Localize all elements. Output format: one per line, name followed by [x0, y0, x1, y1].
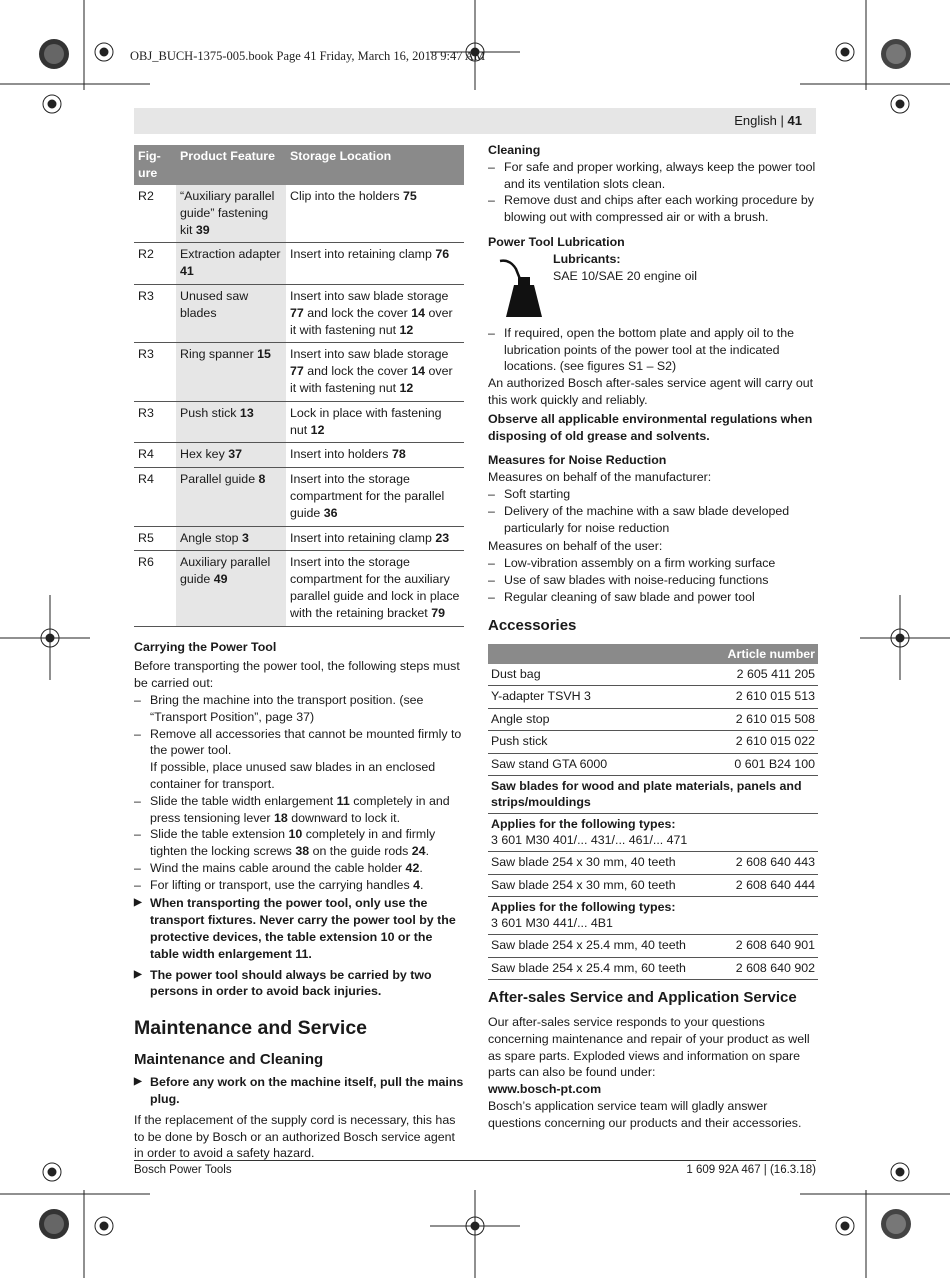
- cell-feature: Angle stop 3: [176, 526, 286, 551]
- article-number-header: Article number: [488, 644, 818, 664]
- service-text: Our after-sales service responds to your questions concerning maintenance and repair of your product as well as spare parts. Exploded views and information on spare parts can also be found under:: [488, 1015, 810, 1080]
- accessories-table-body: [488, 664, 818, 980]
- list-item: – Remove all accessories that cannot be mounted firmly to the power tool. If possible, place unused saw blades in an enclosed container for transport.: [134, 726, 462, 791]
- list-item: – For lifting or transport, use the carrying handles 4.: [134, 877, 424, 892]
- saw-blades-heading: Saw blades for wood and plate materials, panels and strips/mouldings: [488, 776, 818, 814]
- warning-mains-plug: ▶ Before any work on the machine itself, pull the mains plug.: [134, 1075, 464, 1107]
- lubricant-block: [488, 251, 818, 325]
- cleaning-title: Cleaning: [488, 143, 541, 157]
- noise-title: Measures for Noise Reduction: [488, 453, 667, 468]
- cell-location: Clip into the holders 75: [286, 185, 464, 243]
- table-row: [134, 468, 464, 526]
- maintenance-section: [134, 1016, 464, 1162]
- cell-location: Insert into retaining clamp 23: [286, 526, 464, 551]
- table-row: [488, 957, 818, 980]
- cell-location: Insert into the storage compartment for the parallel guide 36: [286, 468, 464, 526]
- carrying-intro: Before transporting the power tool, the following steps must be carried out:: [134, 659, 460, 691]
- cell-figure: R3: [134, 401, 176, 443]
- article-name: Dust bag: [488, 664, 704, 686]
- carrying-section: [134, 639, 464, 1001]
- triangle-bullet-icon: ▶: [134, 1076, 142, 1088]
- cell-feature: Parallel guide 8: [176, 468, 286, 526]
- cell-location: Insert into retaining clamp 76: [286, 243, 464, 285]
- triangle-bullet-icon: ▶: [134, 897, 142, 909]
- print-slug-line: OBJ_BUCH-1375-005.book Page 41 Friday, March 16, 2018 9:47 AM: [130, 49, 486, 63]
- cell-figure: R3: [134, 343, 176, 401]
- lubricants-value: SAE 10/SAE 20 engine oil: [553, 268, 697, 283]
- cell-location: Lock in place with fastening nut 12: [286, 401, 464, 443]
- list-item: – Slide the table width enlargement 11 completely in and press tensioning lever 18 downward to lock it.: [134, 793, 450, 825]
- cell-feature: Auxiliary parallel guide 49: [176, 551, 286, 626]
- list-item: – Use of saw blades with noise-reducing functions: [488, 572, 769, 587]
- table-row: [488, 731, 818, 754]
- article-number: 0 601 B24 100: [704, 753, 818, 776]
- table-row: [488, 852, 818, 875]
- application-service-text: Bosch’s application service team will gladly answer questions concerning our products and their accessories.: [488, 1099, 802, 1130]
- noise-manufacturer-intro: Measures on behalf of the manufacturer:: [488, 470, 712, 485]
- cell-feature: Hex key 37: [176, 443, 286, 468]
- noise-user-intro: Measures on behalf of the user:: [488, 539, 663, 554]
- right-column: [488, 142, 818, 1132]
- environment-note: Observe all applicable environmental regulations when disposing of old grease and solvents.: [488, 411, 813, 443]
- lubrication-title: Power Tool Lubrication: [488, 234, 625, 249]
- storage-table-body: [134, 185, 464, 626]
- triangle-bullet-icon: ▶: [134, 968, 142, 980]
- cell-figure: R3: [134, 284, 176, 342]
- cell-feature: “Auxiliary parallel guide” fastening kit 39: [176, 185, 286, 243]
- list-item: – For safe and proper working, always keep the power tool and its ventilation slots clean.: [488, 159, 816, 191]
- list-item: – If required, open the bottom plate and apply oil to the lubrication points of the power tool at the indicated locations. (see figures S1 – S2): [488, 325, 795, 374]
- table-row: [488, 874, 818, 897]
- table-row: [134, 185, 464, 243]
- cell-figure: R6: [134, 551, 176, 626]
- list-item: – Delivery of the machine with a saw blade developed particularly for noise reduction: [488, 503, 790, 535]
- cell-feature: Extraction adapter 41: [176, 243, 286, 285]
- article-number: 2 608 640 902: [704, 957, 818, 980]
- table-row: [134, 243, 464, 285]
- footer-right: 1 609 92A 467 | (16.3.18): [686, 1164, 816, 1176]
- article-name: Angle stop: [488, 708, 704, 731]
- article-number: 2 608 640 901: [704, 935, 818, 958]
- article-name: Push stick: [488, 731, 704, 754]
- table-row: [134, 551, 464, 626]
- lubrication-text: An authorized Bosch after-sales service agent will carry out this work quickly and reliably.: [488, 376, 814, 407]
- cell-location: Insert into the storage compartment for the auxiliary parallel guide and lock in place with the retaining bracket 79: [286, 551, 464, 626]
- cell-feature: Unused saw blades: [176, 284, 286, 342]
- cell-figure: R4: [134, 468, 176, 526]
- service-url[interactable]: www.bosch-pt.com: [488, 1082, 602, 1097]
- article-number: 2 610 015 022: [704, 731, 818, 754]
- cell-feature: Push stick 13: [176, 401, 286, 443]
- maintenance-title: Maintenance and Service: [134, 1017, 368, 1040]
- list-item: – Soft starting: [488, 486, 571, 501]
- cell-figure: R2: [134, 243, 176, 285]
- article-number: 2 608 640 444: [704, 874, 818, 897]
- article-name: Y-adapter TSVH 3: [488, 686, 704, 709]
- table-row: [488, 935, 818, 958]
- article-number: 2 610 015 513: [704, 686, 818, 709]
- maintenance-text: If the replacement of the supply cord is necessary, this has to be done by Bosch or an authorized Bosch service agent in order to avoid a safety hazard.: [134, 1112, 456, 1161]
- table-row: [488, 708, 818, 731]
- table-row: [134, 443, 464, 468]
- list-item: – Low-vibration assembly on a firm working surface: [488, 556, 776, 571]
- article-number: 2 605 411 205: [704, 664, 818, 686]
- service-title: After-sales Service and Application Service: [488, 989, 797, 1007]
- cell-location: Insert into holders 78: [286, 443, 464, 468]
- storage-table-header: [134, 145, 464, 185]
- cell-figure: R4: [134, 443, 176, 468]
- oil-can-icon: [498, 255, 544, 321]
- table-row: [134, 284, 464, 342]
- storage-table: [134, 145, 464, 627]
- list-item: – Slide the table extension 10 completely in and firmly tighten the locking screws 38 on the guide rods 24.: [134, 827, 436, 859]
- accessories-title: Accessories: [488, 616, 577, 634]
- article-name: Saw blade 254 x 25.4 mm, 40 teeth: [488, 935, 704, 958]
- left-column: [134, 145, 464, 1162]
- list-item: – Regular cleaning of saw blade and power tool: [488, 589, 755, 604]
- article-number: 2 610 015 508: [704, 708, 818, 731]
- page-header-label: [734, 113, 802, 128]
- header-separator: |: [780, 113, 784, 128]
- carrying-title: Carrying the Power Tool: [134, 639, 277, 654]
- list-item: – Remove dust and chips after each working procedure by blowing out with compressed air or with a brush.: [488, 193, 814, 225]
- cell-feature: Ring spanner 15: [176, 343, 286, 401]
- maintenance-subtitle: Maintenance and Cleaning: [134, 1051, 324, 1069]
- table-row: [488, 753, 818, 776]
- table-row: [134, 401, 464, 443]
- warning-transport: ▶ When transporting the power tool, only use the transport fixtures. Never carry the power tool by the protective devices, the table extension 10 or the table width enlargement 11.: [134, 896, 456, 961]
- warning-two-persons: ▶ The power tool should always be carried by two persons in order to avoid back injuries.: [134, 967, 432, 999]
- table-row: [134, 343, 464, 401]
- applies-types-1: Applies for the following types: 3 601 M30 401/... 431/... 461/... 471: [488, 814, 818, 852]
- table-row: [134, 526, 464, 551]
- lubricants-label: Lubricants:: [553, 251, 621, 266]
- table-row: [488, 664, 818, 686]
- article-number: 2 608 640 443: [704, 852, 818, 875]
- header-language: English: [734, 113, 777, 128]
- list-item: – Wind the mains cable around the cable holder 42.: [134, 860, 423, 875]
- list-item: – Bring the machine into the transport position. (see “Transport Position”, page 37): [134, 692, 424, 724]
- accessories-table: [488, 644, 818, 981]
- col-feature: Product Feature: [176, 145, 286, 185]
- applies-types-2: Applies for the following types: 3 601 M30 441/... 4B1: [488, 897, 818, 935]
- col-location: Storage Location: [286, 145, 464, 185]
- col-figure: Fig- ure: [134, 145, 176, 185]
- cell-location: Insert into saw blade storage 77 and lock the cover 14 over it with fastening nut 12: [286, 343, 464, 401]
- article-name: Saw stand GTA 6000: [488, 753, 704, 776]
- cell-location: Insert into saw blade storage 77 and lock the cover 14 over it with fastening nut 12: [286, 284, 464, 342]
- accessories-header: [488, 644, 818, 664]
- cell-figure: R5: [134, 526, 176, 551]
- article-name: Saw blade 254 x 30 mm, 40 teeth: [488, 852, 704, 875]
- page-header-bar: [134, 108, 816, 134]
- article-name: Saw blade 254 x 25.4 mm, 60 teeth: [488, 957, 704, 980]
- page-footer: [134, 1160, 816, 1176]
- cell-figure: R2: [134, 185, 176, 243]
- page-number: 41: [787, 113, 802, 128]
- table-row: [488, 686, 818, 709]
- article-name: Saw blade 254 x 30 mm, 60 teeth: [488, 874, 704, 897]
- footer-left: Bosch Power Tools: [134, 1164, 232, 1176]
